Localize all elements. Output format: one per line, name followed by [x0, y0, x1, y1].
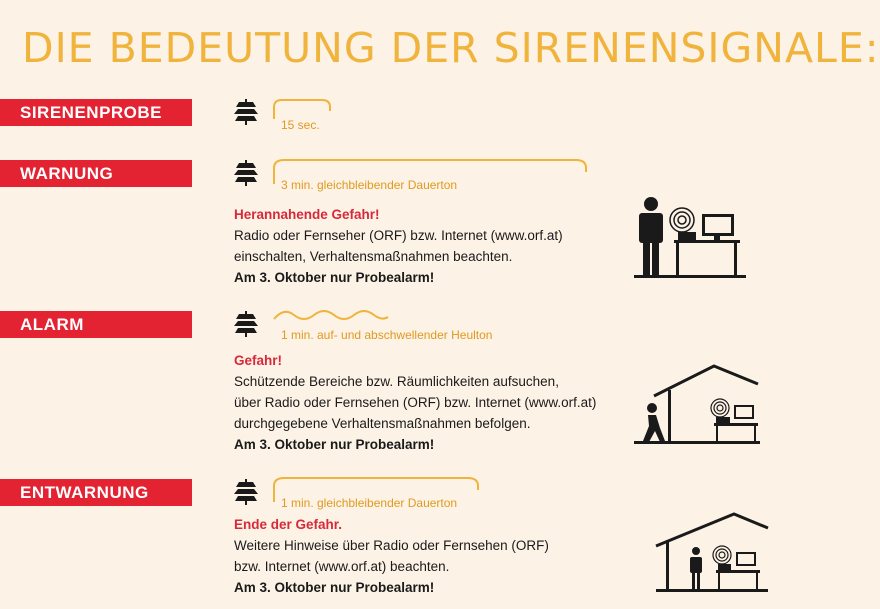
page-title: DIE BEDEUTUNG DER SIRENENSIGNALE: — [22, 24, 880, 72]
heading-entwarnung: Ende der Gefahr. — [234, 517, 343, 532]
duration-sirenenprobe: 15 sec. — [281, 118, 320, 132]
siren-icon — [234, 99, 258, 125]
text-line: Weitere Hinweise über Radio oder Fernsehen (ORF) — [234, 538, 549, 553]
siren-icon — [234, 160, 258, 186]
probealarm-note: Am 3. Oktober nur Probealarm! — [234, 270, 435, 285]
text-line: bzw. Internet (www.orf.at) beachten. — [234, 559, 450, 574]
description-warnung — [234, 204, 563, 288]
text-line: Radio oder Fernseher (ORF) bzw. Internet (www.orf.at) — [234, 228, 563, 243]
duration-warnung: 3 min. gleichbleibender Dauerton — [281, 178, 458, 192]
duration-alarm: 1 min. auf- und abschwellender Heulton — [281, 328, 493, 342]
heading-warnung: Herannahende Gefahr! — [234, 207, 380, 222]
siren-icon — [234, 311, 258, 337]
text-line: durchgegebene Verhaltensmaßnahmen befolgen. — [234, 416, 531, 431]
text-line: einschalten, Verhaltensmaßnahmen beachten. — [234, 249, 513, 264]
description-entwarnung — [234, 514, 549, 598]
probealarm-note: Am 3. Oktober nur Probealarm! — [234, 437, 435, 452]
wailing-tone-curve — [272, 303, 392, 327]
probealarm-note: Am 3. Oktober nur Probealarm! — [234, 580, 435, 595]
signal-label-entwarnung: ENTWARNUNG — [0, 479, 192, 506]
duration-entwarnung: 1 min. gleichbleibender Dauerton — [281, 496, 458, 510]
person-radio-tv-illustration — [634, 196, 746, 278]
description-alarm — [234, 350, 596, 455]
person-entering-house-illustration — [634, 362, 760, 446]
siren-icon — [234, 479, 258, 505]
signal-label-sirenenprobe: SIRENENPROBE — [0, 99, 192, 126]
person-in-house-illustration — [656, 510, 768, 594]
heading-alarm: Gefahr! — [234, 353, 283, 368]
text-line: Schützende Bereiche bzw. Räumlichkeiten aufsuchen, — [234, 374, 559, 389]
text-line: über Radio oder Fernsehen (ORF) bzw. Internet (www.orf.at) — [234, 395, 597, 410]
signal-label-warnung: WARNUNG — [0, 160, 192, 187]
signal-label-alarm: ALARM — [0, 311, 192, 338]
